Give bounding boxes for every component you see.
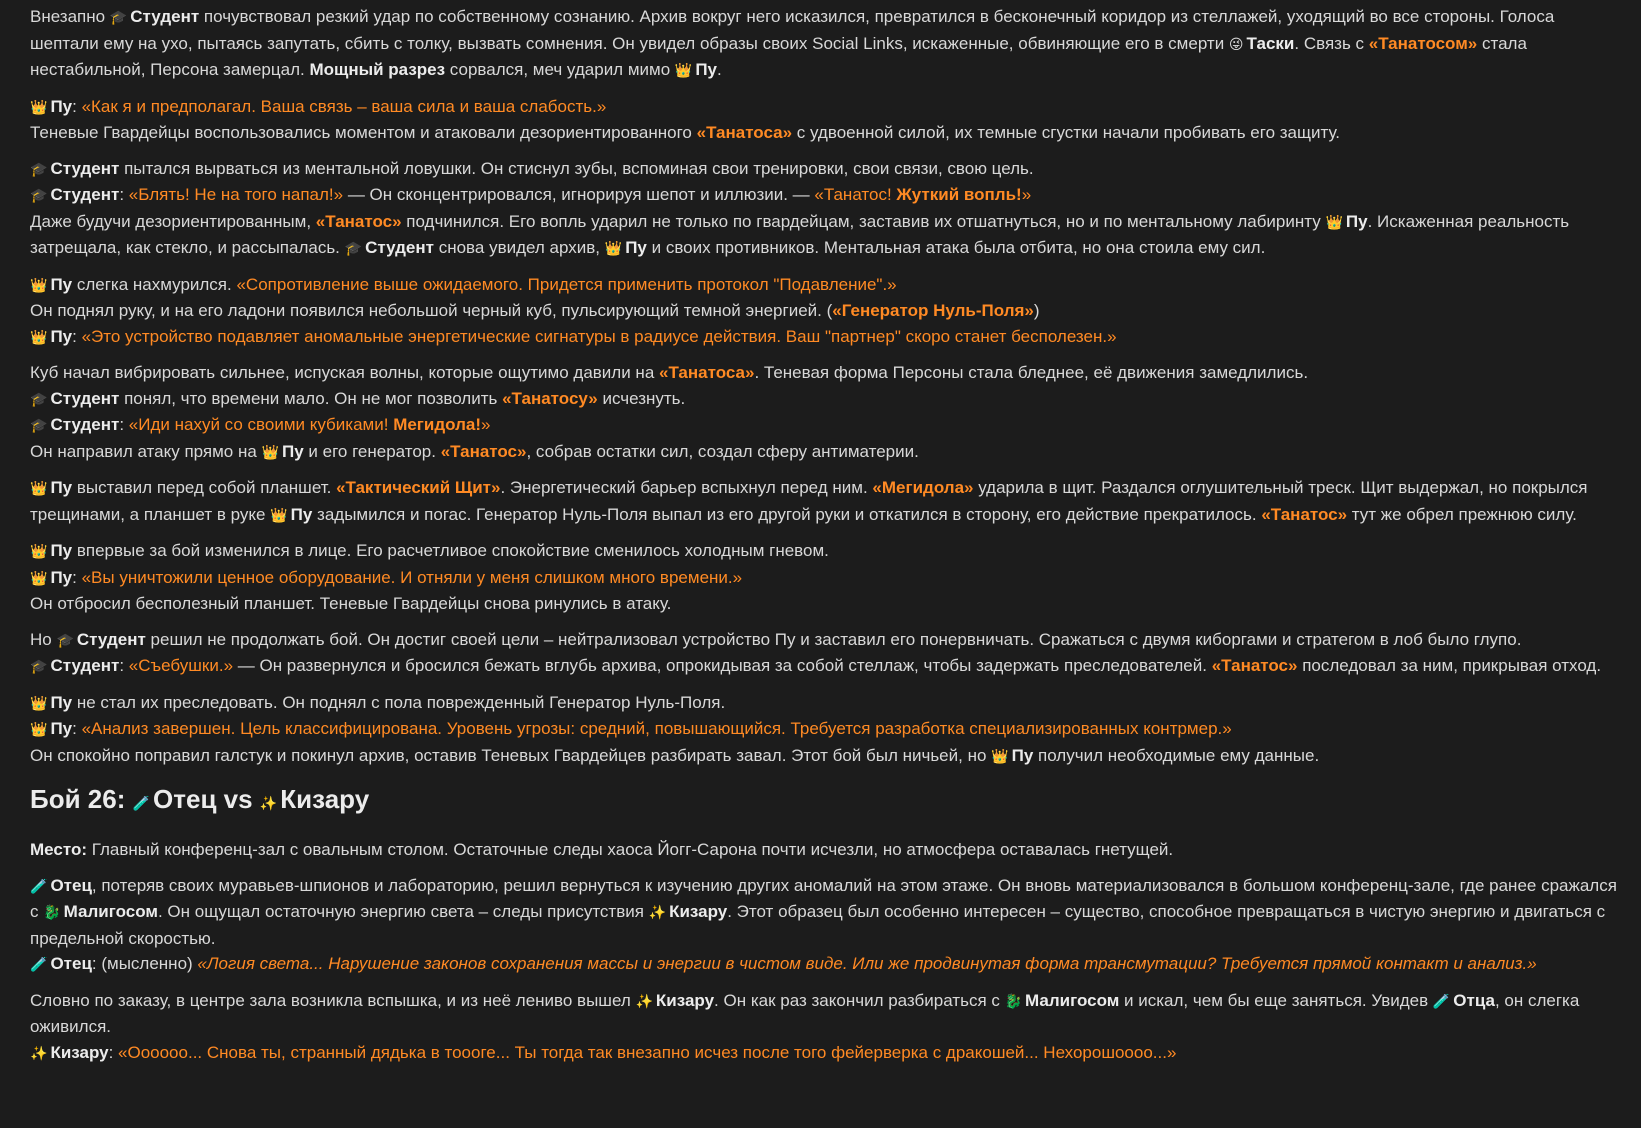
dragon-icon: 🐉	[43, 904, 61, 920]
text-line	[30, 386, 1620, 413]
crown-icon: 👑	[30, 543, 48, 559]
text-run: получил необходимые ему данные.	[1033, 745, 1320, 765]
quote-text: «Оооооо... Снова ты, странный дядька в тоооге... Ты тогда так внезапно исчез после того фейерверка с дракошей... Нехорошоооо...»	[118, 1042, 1177, 1062]
text-run: решил не продолжать бой. Он достиг своей цели – нейтрализовал устройство Пу и заставил его понервничать. Сражаться с двумя киборгами и стратегом в лоб было глупо.	[145, 629, 1522, 649]
sparkles-icon: ✨	[648, 904, 667, 920]
paragraph	[30, 988, 1620, 1067]
text-run: Он направил атаку прямо на	[30, 441, 262, 461]
text-line	[30, 182, 1620, 209]
quote-text: «Логия света... Нарушение законов сохранения массы и энергии в чистом виде. Или же продвинутая форма трансмутации? Требуется прямой контакт и анализ.»	[197, 954, 1537, 973]
text-run: :	[72, 567, 82, 587]
text-run: :	[119, 185, 129, 204]
highlight-term: «Генератор Нуль-Поля»	[832, 301, 1034, 320]
text-line	[30, 538, 1620, 565]
text-run: :	[72, 326, 82, 346]
highlight-term: «Танатосу»	[502, 388, 598, 408]
highlight-term: «Танатос»	[315, 211, 402, 231]
graduation-cap-icon: 🎓	[109, 9, 128, 25]
paragraph	[30, 156, 1620, 262]
name-label: Таски	[1246, 33, 1295, 53]
text-run: не стал их преследовать. Он поднял с пола поврежденный Генератор Нуль-Поля.	[72, 692, 726, 712]
name-label: Пу	[50, 719, 73, 738]
text-run: , потеряв своих муравьев-шпионов и лабораторию, решил вернуться к изучению других аномалий на этом этаже. Он вновь материализовался в большом конференц-зале, где ранее сражался с	[30, 875, 1617, 921]
heading-fighter-b: Кизару	[280, 784, 370, 814]
text-line	[30, 272, 1620, 299]
document-body	[30, 4, 1620, 1076]
text-run: .	[717, 60, 722, 79]
test-tube-icon: 🧪	[30, 956, 48, 972]
text-run: и своих противников. Ментальная атака была отбита, но она стоила ему сил.	[646, 238, 1266, 257]
name-label: Пу	[625, 238, 647, 257]
text-line	[30, 988, 1620, 1040]
graduation-cap-icon: 🎓	[30, 658, 48, 674]
crown-icon: 👑	[30, 98, 48, 115]
paragraph	[30, 873, 1620, 978]
name-label: Отец	[50, 954, 92, 973]
quote-text: »	[1021, 185, 1032, 204]
text-run: сорвался, меч ударил мимо	[445, 60, 675, 79]
text-run: — Он развернулся и бросился бежать вглубь архива, опрокидывая за собой стеллаж, чтобы задержать преследователей.	[233, 656, 1212, 675]
sparkles-icon: ✨	[259, 795, 278, 811]
crown-icon: 👑	[30, 694, 48, 711]
highlight-term: «Тактический Щит»	[336, 478, 501, 497]
text-run: и его генератор.	[303, 441, 441, 461]
highlight-term: «Танатоса»	[696, 123, 793, 142]
text-run: )	[1033, 301, 1040, 320]
quote-text: »	[481, 415, 491, 434]
text-line	[30, 324, 1620, 351]
text-run: . Связь с	[1294, 33, 1369, 53]
text-line	[30, 209, 1620, 262]
name-label: Отца	[1453, 990, 1495, 1010]
name-label: Пу	[50, 274, 73, 294]
name-label: Студент	[50, 158, 120, 178]
highlight-term: «Танатос»	[440, 441, 527, 461]
text-run: . Он ощущал остаточную энергию света – следы присутствия	[157, 902, 649, 921]
graduation-cap-icon: 🎓	[56, 631, 74, 648]
text-line	[30, 591, 1620, 617]
highlight-term: «Танатосом»	[1368, 33, 1478, 53]
text-line	[30, 951, 1620, 978]
text-run: Теневые Гвардейцы воспользовались моментом и атаковали дезориентированного	[30, 123, 697, 142]
crown-icon: 👑	[261, 443, 279, 460]
paragraph	[30, 837, 1620, 863]
text-line	[30, 837, 1620, 863]
name-label: Малигосом	[1025, 990, 1120, 1010]
heading-prefix: Бой 26:	[30, 784, 126, 814]
name-label: Студент	[50, 388, 120, 408]
name-label: Студент	[365, 238, 434, 257]
text-line	[30, 1040, 1620, 1067]
text-run: . Этот образец был особенно интересен – существо, способное превращаться в чистую энергию и двигаться с предельной скоростью.	[30, 902, 1606, 948]
name-label: Пу	[50, 541, 73, 560]
text-run: почувствовал резкий удар по собственному сознанию. Архив вокруг него исказился, превратился в бесконечный коридор из стеллажей, уходящий во все стороны. Голоса шептали ему на ухо, пытаясь запутать, сбить с толку, вызвать сомнения. Он увидел образы своих Social Links, искаженные, обвиняющие его в смерти	[30, 7, 1555, 53]
graduation-cap-icon: 🎓	[30, 390, 48, 407]
name-label: Место:	[30, 840, 87, 859]
test-tube-icon: 🧪	[132, 795, 151, 811]
text-run: Он отбросил бесполезный планшет. Теневые Гвардейцы снова ринулись в атаку.	[30, 594, 672, 613]
name-label: Малигосом	[63, 902, 158, 921]
paragraph	[30, 272, 1620, 351]
crown-icon: 👑	[30, 276, 48, 293]
text-line	[30, 360, 1620, 386]
paragraph	[30, 690, 1620, 770]
name-label: Пу	[50, 326, 73, 346]
text-run: последовал за ним, прикрывая отход.	[1297, 656, 1602, 675]
winking-face-icon: 😜	[1228, 35, 1244, 52]
name-label: Пу	[282, 441, 304, 461]
paragraph	[30, 94, 1620, 146]
name-label: Студент	[130, 7, 200, 26]
text-line	[30, 873, 1620, 952]
text-line	[30, 298, 1620, 324]
text-run: Он поднял руку, и на его ладони появился небольшой черный куб, пульсирующий темной энергией. (	[30, 301, 833, 320]
text-run: стала нестабильной, Персона замерцал.	[30, 33, 1527, 79]
text-run: исчезнуть.	[597, 388, 686, 408]
quote-text: «Как я и предполагал. Ваша связь – ваша сила и ваша слабость.»	[81, 96, 607, 116]
name-label: Студент	[50, 415, 120, 434]
text-line	[30, 565, 1620, 592]
text-run: Куб начал вибрировать сильнее, испуская волны, которые ощутимо давили на	[30, 363, 659, 382]
text-line	[30, 653, 1620, 680]
quote-text: «Сопротивление выше ожидаемого. Придется применить протокол "Подавление".»	[236, 274, 897, 294]
text-line	[30, 412, 1620, 439]
paragraph	[30, 627, 1620, 680]
name-label: Пу	[50, 478, 73, 497]
text-run: Главный конференц-зал с овальным столом. Остаточные следы хаоса Йогг-Сарона почти исчезли, но атмосфера оставалась гнетущей.	[87, 840, 1174, 859]
quote-text: «Танатос!	[814, 185, 897, 204]
name-label: Пу	[50, 692, 73, 712]
name-label: Студент	[76, 629, 146, 649]
graduation-cap-icon: 🎓	[344, 240, 363, 256]
text-run: :	[119, 656, 129, 675]
quote-text: «Блять! Не на того напал!»	[128, 185, 344, 204]
highlight-term: «Мегидола»	[872, 478, 974, 497]
crown-icon: 👑	[30, 721, 48, 737]
text-line	[30, 439, 1620, 466]
name-label: Студент	[50, 656, 120, 675]
text-line	[30, 475, 1620, 528]
crown-icon: 👑	[674, 62, 693, 78]
highlight-term: «Танатос»	[1211, 656, 1298, 675]
name-label: Пу	[290, 504, 313, 524]
text-line	[30, 120, 1620, 146]
highlight-term: «Танатос»	[1261, 504, 1348, 524]
name-label: Пу	[50, 567, 73, 587]
text-run: : (мысленно)	[91, 954, 198, 973]
name-label: Отец	[50, 875, 92, 895]
text-run: , собрав остатки сил, создал сферу антиматерии.	[526, 441, 919, 461]
crown-icon: 👑	[30, 480, 48, 496]
quote-text: «Съебушки.»	[128, 656, 234, 675]
text-run: и искал, чем бы еще заняться. Увидев	[1119, 990, 1433, 1010]
crown-icon: 👑	[604, 240, 623, 256]
text-run: выставил перед собой планшет.	[72, 478, 337, 497]
paragraph	[30, 360, 1620, 465]
text-run: Но	[30, 629, 57, 649]
text-run: с удвоенной силой, их темные сгустки начали пробивать его защиту.	[792, 123, 1340, 142]
text-line	[30, 690, 1620, 717]
text-run: Он спокойно поправил галстук и покинул архив, оставив Теневых Гвардейцев разбирать завал. Этот бой был ничьей, но	[30, 745, 992, 765]
name-label: Пу	[695, 60, 718, 79]
graduation-cap-icon: 🎓	[30, 417, 48, 433]
sparkles-icon: ✨	[635, 992, 653, 1009]
test-tube-icon: 🧪	[1432, 992, 1451, 1009]
text-run: :	[72, 96, 82, 116]
paragraph	[30, 4, 1620, 84]
quote-text: «Это устройство подавляет аномальные энергетические сигнатуры в радиусе действия. Ваш "партнер" скоро станет бесполезен.»	[81, 326, 1117, 346]
battle-heading	[30, 779, 1620, 823]
crown-icon: 👑	[30, 328, 48, 345]
highlight-term: Жуткий вопль!	[896, 185, 1022, 204]
text-run: ударила в щит. Раздался оглушительный треск. Щит выдержал, но покрылся трещинами, а планшет в руке	[30, 478, 1588, 524]
text-run: тут же обрел прежнюю силу.	[1347, 504, 1577, 524]
name-label: Кизару	[669, 902, 728, 921]
name-label: Кизару	[655, 990, 715, 1010]
text-run: подчинился. Его вопль ударил не только по гвардейцам, заставив их отшатнуться, но и по ментальному лабиринту	[401, 211, 1326, 231]
paragraph	[30, 475, 1620, 528]
text-run: пытался вырваться из ментальной ловушки. Он стиснул зубы, вспоминая свои тренировки, свои связи, свою цель.	[119, 158, 1034, 178]
text-line	[30, 94, 1620, 121]
text-run: понял, что времени мало. Он не мог позволить	[119, 388, 503, 408]
text-run: задымился и погас. Генератор Нуль-Поля выпал из его другой руки и откатился в сторону, его действие прекратилось.	[312, 504, 1262, 524]
text-run: :	[108, 1042, 119, 1062]
text-line	[30, 627, 1620, 654]
dragon-icon: 🐉	[1004, 992, 1023, 1009]
name-label: Пу	[1011, 745, 1034, 765]
text-run: . Теневая форма Персоны стала бледнее, её движения замедлились.	[754, 363, 1309, 382]
name-label: Мощный разрез	[309, 60, 446, 79]
highlight-term: «Танатоса»	[659, 363, 755, 382]
text-line	[30, 743, 1620, 770]
name-label: Пу	[1345, 211, 1368, 231]
text-run: . Искаженная реальность затрещала, как стекло, и рассыпалась.	[30, 211, 1570, 257]
test-tube-icon: 🧪	[30, 877, 48, 894]
crown-icon: 👑	[270, 506, 288, 523]
text-run: впервые за бой изменился в лице. Его расчетливое спокойствие сменилось холодным гневом.	[72, 541, 829, 560]
quote-text: «Вы уничтожили ценное оборудование. И отняли у меня слишком много времени.»	[81, 567, 743, 587]
text-run: Словно по заказу, в центре зала возникла вспышка, и из неё лениво вышел	[30, 990, 636, 1010]
text-run: Внезапно	[30, 7, 110, 26]
quote-text: «Иди нахуй со своими кубиками!	[128, 415, 394, 434]
text-run: снова увидел архив,	[433, 238, 605, 257]
graduation-cap-icon: 🎓	[30, 160, 48, 177]
text-run: Даже будучи дезориентированным,	[30, 211, 316, 231]
text-run: , он слегка оживился.	[30, 990, 1580, 1036]
heading-vs: vs	[223, 784, 253, 814]
text-run: . Он как раз закончил разбираться с	[714, 990, 1005, 1010]
text-run: . Энергетический барьер вспыхнул перед ним.	[500, 478, 873, 497]
crown-icon: 👑	[991, 747, 1009, 764]
name-label: Кизару	[50, 1042, 109, 1062]
text-run: :	[119, 415, 129, 434]
name-label: Пу	[50, 96, 73, 116]
sparkles-icon: ✨	[30, 1044, 48, 1061]
text-run: :	[72, 719, 82, 738]
text-line	[30, 156, 1620, 183]
name-label: Студент	[50, 185, 120, 204]
heading-fighter-a: Отец	[153, 784, 217, 814]
text-line	[30, 716, 1620, 743]
crown-icon: 👑	[1325, 213, 1343, 230]
crown-icon: 👑	[30, 569, 48, 586]
highlight-term: Мегидола!	[393, 415, 482, 434]
quote-text: «Анализ завершен. Цель классифицирована. Уровень угрозы: средний, повышающийся. Требуется разработка специализированных контрмер.»	[81, 719, 1232, 738]
text-run: — Он сконцентрировался, игнорируя шепот и иллюзии. —	[343, 185, 815, 204]
text-run: слегка нахмурился.	[72, 274, 237, 294]
graduation-cap-icon: 🎓	[30, 187, 48, 203]
paragraph	[30, 538, 1620, 617]
text-line	[30, 4, 1620, 84]
